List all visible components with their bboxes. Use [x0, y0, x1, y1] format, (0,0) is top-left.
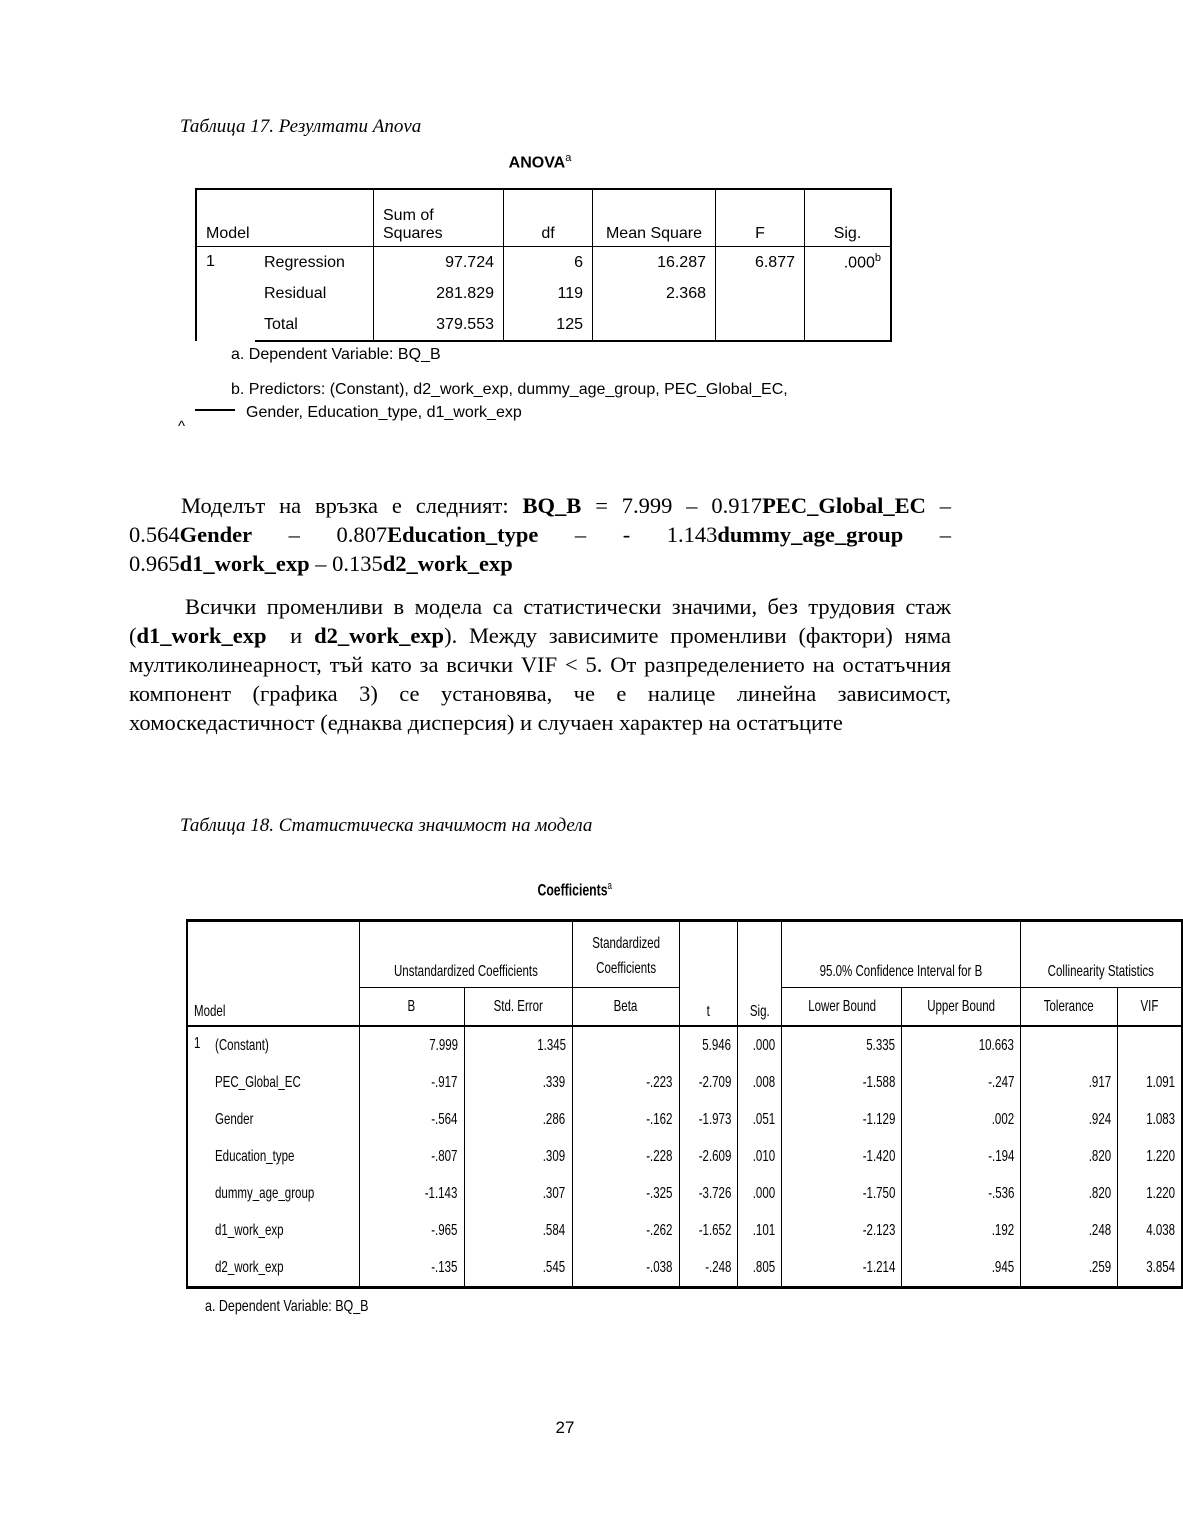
anova-model-num: 1 [196, 247, 255, 342]
coef-cell-beta: -.038 [572, 1249, 679, 1288]
coef-cell-tol: .924 [1021, 1101, 1118, 1138]
coef-cell-upper: .002 [901, 1101, 1020, 1138]
coef-cell-vif: 1.220 [1117, 1138, 1182, 1175]
equation-var: d1_work_exp [179, 551, 310, 576]
coef-cell-b: 7.999 [359, 1026, 464, 1064]
coef-cell-sig: .805 [738, 1249, 782, 1288]
coef-row [187, 1026, 1182, 1064]
coef-cell-sig: .010 [738, 1138, 782, 1175]
coef-cell-se: .545 [464, 1249, 572, 1288]
coef-cell-lower: -1.420 [782, 1138, 901, 1175]
coefficients-table [186, 919, 1183, 1289]
anova-row-label: Regression [255, 247, 374, 279]
anova-note-b-2: Gender, Education_type, d1_work_exp [246, 404, 522, 421]
coef-header-beta: Beta [572, 988, 679, 1027]
coef-header-tolerance: Tolerance [1021, 988, 1118, 1027]
coef-cell-vif: 4.038 [1117, 1212, 1182, 1249]
coef-cell-tol [1021, 1026, 1118, 1064]
caret-mark: ^ [178, 418, 186, 435]
coef-cell-b: -.965 [359, 1212, 464, 1249]
anova-row-label: Total [255, 309, 374, 341]
coef-cell-sig: .000 [738, 1175, 782, 1212]
equation-term: = 7.999 – 0.917 [581, 493, 763, 518]
anova-table [195, 188, 892, 342]
coef-cell-t: -1.973 [679, 1101, 737, 1138]
anova-cell-ss: 97.724 [374, 247, 504, 279]
coef-cell-lower: -1.588 [782, 1064, 901, 1101]
anova-cell-f [716, 309, 805, 341]
coef-cell-vif [1117, 1026, 1182, 1064]
coef-cell-upper: .945 [901, 1249, 1020, 1288]
coef-header-standardized: Standardized Coefficients [572, 921, 679, 988]
coef-cell-se: 1.345 [464, 1026, 572, 1064]
anova-row-residual [196, 278, 891, 309]
anova-row-regression [196, 247, 891, 279]
anova-bottom-left-fix [195, 409, 235, 411]
coef-cell-t: -.248 [679, 1249, 737, 1288]
coef-row-label: Gender [209, 1101, 359, 1138]
coef-cell-lower: -1.129 [782, 1101, 901, 1138]
equation-var: Gender [179, 522, 253, 547]
coef-row [187, 1249, 1182, 1288]
coef-cell-se: .307 [464, 1175, 572, 1212]
coef-row-label: d1_work_exp [209, 1212, 359, 1249]
coef-row-label: Education_type [209, 1138, 359, 1175]
table17-caption: Таблица 17. Резултати Anova [180, 116, 422, 137]
coef-header-std-error: Std. Error [464, 988, 572, 1027]
body-paragraph [129, 592, 951, 737]
coef-cell-vif: 1.091 [1117, 1064, 1182, 1101]
anova-cell-ms: 2.368 [593, 278, 716, 309]
equation-dependent: BQ_B [522, 493, 582, 518]
coef-cell-upper: -.536 [901, 1175, 1020, 1212]
coef-cell-se: .309 [464, 1138, 572, 1175]
coef-cell-se: .584 [464, 1212, 572, 1249]
coef-row-label: PEC_Global_EC [209, 1064, 359, 1101]
anova-cell-ss: 379.553 [374, 309, 504, 341]
coef-header-unstandardized: Unstandardized Coefficients [359, 921, 572, 988]
coef-cell-lower: 5.335 [782, 1026, 901, 1064]
coef-cell-t: -3.726 [679, 1175, 737, 1212]
coef-cell-sig: .051 [738, 1101, 782, 1138]
coef-cell-sig: .000 [738, 1026, 782, 1064]
equation-term: – 0.807 [252, 522, 388, 547]
anova-cell-sig [805, 247, 892, 279]
equation-var: d2_work_exp [382, 551, 513, 576]
coef-row-label: dummy_age_group [209, 1175, 359, 1212]
anova-cell-f: 6.877 [716, 247, 805, 279]
coef-cell-tol: .248 [1021, 1212, 1118, 1249]
coef-cell-beta [572, 1026, 679, 1064]
coefficients-note-a: a. Dependent Variable: BQ_B [205, 1298, 369, 1315]
coef-cell-b: -1.143 [359, 1175, 464, 1212]
anova-header-ss-1: Sum of [383, 207, 434, 224]
coef-header-sig: Sig. [738, 921, 782, 1027]
anova-cell-ms [593, 309, 716, 341]
paragraph-text: Всички променливи в модела са статистически значими, без трудовия стаж ( [129, 594, 951, 648]
equation-term: – 0.965 [129, 522, 952, 576]
coef-cell-beta: -.223 [572, 1064, 679, 1101]
paragraph-text: и [266, 623, 315, 648]
anova-header-ss-2: Squares [383, 225, 443, 242]
coef-cell-lower: -2.123 [782, 1212, 901, 1249]
paragraph-bold: d2_work_exp [314, 623, 445, 648]
anova-title-text: ANOVA [508, 154, 566, 172]
paragraph-bold: d1_work_exp [136, 623, 267, 648]
coef-header-model: Model [187, 921, 359, 1027]
coef-cell-lower: -1.214 [782, 1249, 901, 1288]
coef-header-collinearity: Collinearity Statistics [1021, 921, 1182, 988]
anova-cell-df: 125 [504, 309, 593, 341]
coef-cell-b: -.564 [359, 1101, 464, 1138]
anova-header-sig: Sig. [805, 189, 892, 247]
equation-intro: Моделът на връзка е следният: [181, 493, 523, 518]
anova-cell-ss: 281.829 [374, 278, 504, 309]
equation-var: dummy_age_group [717, 522, 904, 547]
coef-cell-tol: .259 [1021, 1249, 1118, 1288]
anova-cell-df: 119 [504, 278, 593, 309]
coef-header-b: B [359, 988, 464, 1027]
equation-term: – - 1.143 [538, 522, 718, 547]
coef-header-lower: Lower Bound [782, 988, 901, 1027]
coef-header-t: t [679, 921, 737, 1027]
coef-cell-upper: -.194 [901, 1138, 1020, 1175]
coef-row [187, 1101, 1182, 1138]
anova-cell-sig [805, 278, 892, 309]
coef-row-label: (Constant) [209, 1026, 359, 1064]
anova-title-sup: a [565, 152, 572, 164]
anova-header-sum-squares [374, 189, 504, 247]
anova-row-label: Residual [255, 278, 374, 309]
coef-cell-vif: 1.083 [1117, 1101, 1182, 1138]
coef-cell-t: -2.609 [679, 1138, 737, 1175]
table18-caption: Таблица 18. Статистическа значимост на модела [180, 815, 593, 836]
coefficients-title-sup: a [607, 880, 613, 892]
coef-cell-vif: 3.854 [1117, 1249, 1182, 1288]
equation-paragraph [129, 491, 951, 578]
coef-cell-beta: -.228 [572, 1138, 679, 1175]
coef-cell-sig: .008 [738, 1064, 782, 1101]
coef-cell-t: 5.946 [679, 1026, 737, 1064]
coef-row [187, 1138, 1182, 1175]
coef-cell-tol: .917 [1021, 1064, 1118, 1101]
anova-header-df: df [504, 189, 593, 247]
coef-header-vif: VIF [1117, 988, 1182, 1027]
coefficients-title [0, 880, 1150, 901]
coef-row-label: d2_work_exp [209, 1249, 359, 1288]
equation-var: PEC_Global_EC [762, 493, 926, 518]
page-number: 27 [555, 1418, 575, 1437]
anova-cell-f [716, 278, 805, 309]
coef-cell-b: -.135 [359, 1249, 464, 1288]
coef-cell-b: -.917 [359, 1064, 464, 1101]
paragraph-text: ). Между зависимите променливи (фактори) няма мултиколинеарност, тъй като за всички VIF < 5. От разпределението на остатъчния компонент (графика 3) се установява, че е налице линейна зависимост, хомоскедастичност (еднаква дисперсия) и случаен характер на остатъците [129, 623, 951, 735]
coef-header-ci: 95.0% Confidence Interval for B [782, 921, 1021, 988]
anova-header-mean-square: Mean Square [593, 189, 716, 247]
coef-cell-sig: .101 [738, 1212, 782, 1249]
coef-cell-upper: 10.663 [901, 1026, 1020, 1064]
coef-cell-beta: -.325 [572, 1175, 679, 1212]
coef-row [187, 1212, 1182, 1249]
anova-note-a: a. Dependent Variable: BQ_B [231, 346, 441, 363]
coef-cell-upper: -.247 [901, 1064, 1020, 1101]
coefficients-title-text: Coefficients [537, 880, 608, 900]
coef-header-upper: Upper Bound [901, 988, 1020, 1027]
coef-row [187, 1064, 1182, 1101]
anova-cell-df: 6 [504, 247, 593, 279]
coef-cell-vif: 1.220 [1117, 1175, 1182, 1212]
coef-cell-beta: -.162 [572, 1101, 679, 1138]
coef-model-num: 1 [187, 1026, 209, 1288]
equation-term: – 0.135 [309, 551, 383, 576]
coef-cell-t: -1.652 [679, 1212, 737, 1249]
anova-row-total [196, 309, 891, 341]
coef-cell-tol: .820 [1021, 1175, 1118, 1212]
anova-header-f: F [716, 189, 805, 247]
coef-row [187, 1175, 1182, 1212]
coef-cell-beta: -.262 [572, 1212, 679, 1249]
coef-cell-tol: .820 [1021, 1138, 1118, 1175]
anova-title [0, 152, 1080, 172]
equation-var: Education_type [387, 522, 539, 547]
anova-header-model: Model [196, 189, 374, 247]
anova-note-b-1: b. Predictors: (Constant), d2_work_exp, dummy_age_group, PEC_Global_EC, [231, 381, 788, 398]
coef-cell-lower: -1.750 [782, 1175, 901, 1212]
coef-cell-b: -.807 [359, 1138, 464, 1175]
anova-sig-sup: b [874, 252, 881, 265]
anova-cell-ms: 16.287 [593, 247, 716, 279]
coef-cell-se: .286 [464, 1101, 572, 1138]
anova-cell-sig [805, 309, 892, 341]
coef-cell-t: -2.709 [679, 1064, 737, 1101]
equation-term: – 0.564 [129, 493, 951, 547]
coef-cell-upper: .192 [901, 1212, 1020, 1249]
coef-cell-se: .339 [464, 1064, 572, 1101]
anova-sig-value: .000 [843, 254, 875, 272]
